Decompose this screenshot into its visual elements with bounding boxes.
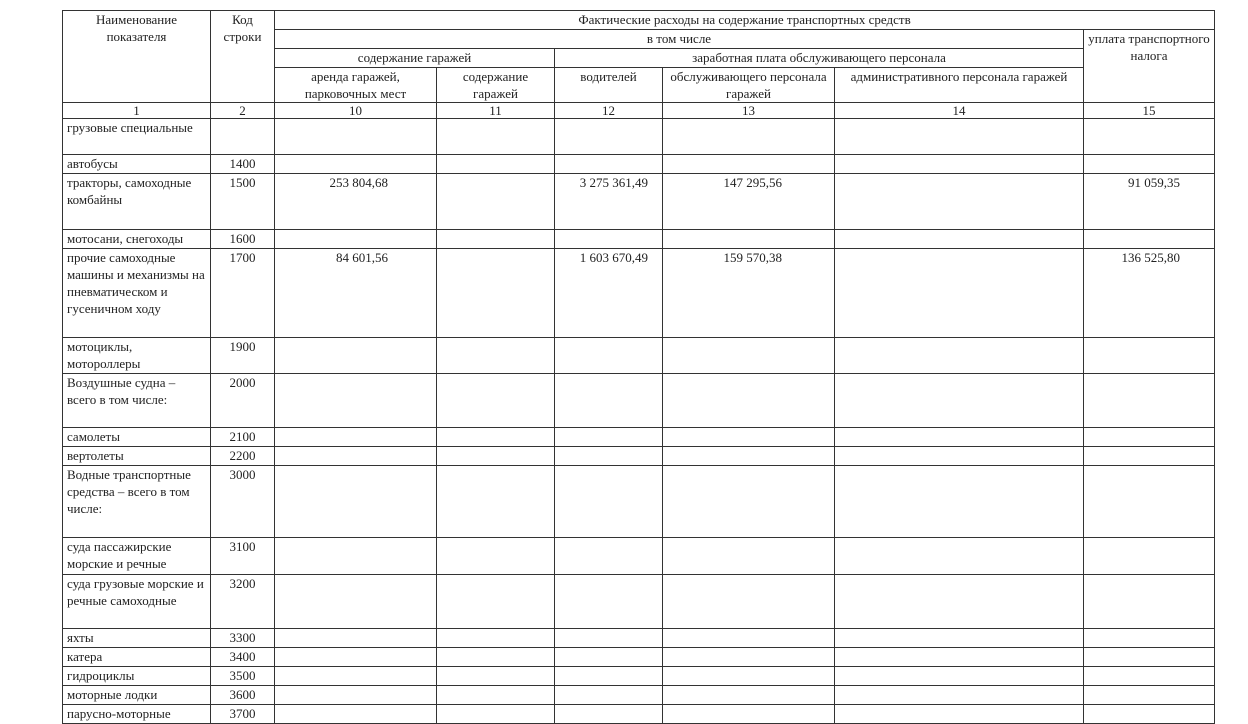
table-row	[63, 686, 1215, 705]
row-name-cell: автобусы	[63, 155, 211, 174]
row-code-cell: 3500	[211, 667, 275, 686]
header-admin-staff-column: административного персонала гаражей	[835, 68, 1084, 103]
value-cell-col15	[1084, 119, 1215, 155]
value-cell-col15	[1084, 648, 1215, 667]
value-cell-col12	[555, 230, 663, 249]
value-cell-col15	[1084, 155, 1215, 174]
value-cell-col15	[1084, 538, 1215, 575]
value-cell-col14	[835, 686, 1084, 705]
row-name-cell: тракторы, самоходные комбайны	[63, 174, 211, 230]
value-cell-col14	[835, 174, 1084, 230]
column-number: 12	[555, 103, 663, 119]
value-cell-col13	[663, 667, 835, 686]
value-cell-col13	[663, 648, 835, 667]
row-name-cell: яхты	[63, 629, 211, 648]
value-cell-col11	[437, 667, 555, 686]
table-row	[63, 667, 1215, 686]
header-in-total: в том числе	[275, 30, 1084, 49]
value-cell-col15	[1084, 428, 1215, 447]
value-cell-col12	[555, 705, 663, 724]
value-cell-col10	[275, 629, 437, 648]
value-cell-col14	[835, 705, 1084, 724]
row-name-cell: грузовые специальные	[63, 119, 211, 155]
row-name-cell: мотоциклы, мотороллеры	[63, 338, 211, 374]
value-cell-col10	[275, 374, 437, 428]
value-cell-col12	[555, 155, 663, 174]
value-cell-col13	[663, 575, 835, 629]
table-row	[63, 538, 1215, 575]
table-row	[63, 155, 1215, 174]
table-row	[63, 374, 1215, 428]
row-code-cell: 1700	[211, 249, 275, 338]
value-cell-col13	[663, 629, 835, 648]
value-cell-col11	[437, 155, 555, 174]
value-cell-col15	[1084, 629, 1215, 648]
value-cell-col12	[555, 686, 663, 705]
row-code-cell	[211, 119, 275, 155]
column-number: 14	[835, 103, 1084, 119]
value-cell-col14	[835, 249, 1084, 338]
value-cell-col15	[1084, 447, 1215, 466]
header-garage-upkeep-column: содержание гаражей	[437, 68, 555, 103]
row-code-cell: 3400	[211, 648, 275, 667]
value-cell-col14	[835, 629, 1084, 648]
value-cell-col11	[437, 575, 555, 629]
row-name-cell: самолеты	[63, 428, 211, 447]
table-row	[63, 249, 1215, 338]
value-cell-col10: 84 601,56	[275, 249, 437, 338]
value-cell-col12	[555, 575, 663, 629]
row-code-cell: 3200	[211, 575, 275, 629]
value-cell-col10	[275, 705, 437, 724]
value-cell-col10	[275, 428, 437, 447]
column-number: 13	[663, 103, 835, 119]
row-name-cell: катера	[63, 648, 211, 667]
row-name-cell: парусно-моторные	[63, 705, 211, 724]
row-name-cell: гидроциклы	[63, 667, 211, 686]
table-row	[63, 119, 1215, 155]
value-cell-col14	[835, 538, 1084, 575]
value-cell-col14	[835, 466, 1084, 538]
value-cell-col12	[555, 667, 663, 686]
value-cell-col13	[663, 338, 835, 374]
value-cell-col11	[437, 119, 555, 155]
value-cell-col13	[663, 538, 835, 575]
value-cell-col10	[275, 575, 437, 629]
value-cell-col10	[275, 155, 437, 174]
column-number: 1	[63, 103, 211, 119]
value-cell-col15	[1084, 374, 1215, 428]
value-cell-col12	[555, 338, 663, 374]
value-cell-col11	[437, 648, 555, 667]
table-row	[63, 648, 1215, 667]
value-cell-col11	[437, 338, 555, 374]
table-row	[63, 575, 1215, 629]
table-row	[63, 338, 1215, 374]
value-cell-col15: 91 059,35	[1084, 174, 1215, 230]
value-cell-col14	[835, 575, 1084, 629]
value-cell-col13	[663, 705, 835, 724]
value-cell-col13	[663, 428, 835, 447]
header-rent-column: аренда гаражей, парковочных мест	[275, 68, 437, 103]
value-cell-col15	[1084, 466, 1215, 538]
value-cell-col15	[1084, 338, 1215, 374]
header-service-staff-column: обслуживающего персонала гаражей	[663, 68, 835, 103]
value-cell-col14	[835, 119, 1084, 155]
value-cell-col15	[1084, 230, 1215, 249]
value-cell-col15	[1084, 575, 1215, 629]
value-cell-col12	[555, 538, 663, 575]
header-garages-group: содержание гаражей	[275, 49, 555, 68]
value-cell-col15	[1084, 705, 1215, 724]
value-cell-col12	[555, 374, 663, 428]
row-name-cell: прочие самоходные машины и механизмы на пневматическом и гусеничном ходу	[63, 249, 211, 338]
column-number: 2	[211, 103, 275, 119]
value-cell-col15: 136 525,80	[1084, 249, 1215, 338]
table-row	[63, 466, 1215, 538]
value-cell-col13	[663, 119, 835, 155]
value-cell-col14	[835, 648, 1084, 667]
value-cell-col12	[555, 447, 663, 466]
value-cell-col13: 147 295,56	[663, 174, 835, 230]
row-name-cell: суда грузовые морские и речные самоходные	[63, 575, 211, 629]
value-cell-col15	[1084, 686, 1215, 705]
value-cell-col10	[275, 119, 437, 155]
value-cell-col11	[437, 249, 555, 338]
row-code-cell: 3000	[211, 466, 275, 538]
value-cell-col13	[663, 466, 835, 538]
header-name-column: Наименование показателя	[63, 11, 211, 103]
row-name-cell: суда пассажирские морские и речные	[63, 538, 211, 575]
value-cell-col10	[275, 648, 437, 667]
value-cell-col12: 3 275 361,49	[555, 174, 663, 230]
column-number: 11	[437, 103, 555, 119]
table-row	[63, 428, 1215, 447]
value-cell-col12	[555, 428, 663, 447]
value-cell-col13: 159 570,38	[663, 249, 835, 338]
expenses-table	[62, 10, 1215, 724]
value-cell-col11	[437, 538, 555, 575]
table-body	[63, 119, 1215, 724]
row-name-cell: Воздушные судна – всего в том числе:	[63, 374, 211, 428]
value-cell-col13	[663, 230, 835, 249]
value-cell-col11	[437, 428, 555, 447]
row-name-cell: вертолеты	[63, 447, 211, 466]
row-code-cell: 3700	[211, 705, 275, 724]
value-cell-col13	[663, 155, 835, 174]
value-cell-col12	[555, 119, 663, 155]
row-name-cell: моторные лодки	[63, 686, 211, 705]
header-salary-group: заработная плата обслуживающего персонала	[555, 49, 1084, 68]
value-cell-col14	[835, 428, 1084, 447]
header-tax-column: уплата транспортного налога	[1084, 30, 1215, 103]
value-cell-col13	[663, 374, 835, 428]
value-cell-col10	[275, 230, 437, 249]
row-code-cell: 1600	[211, 230, 275, 249]
value-cell-col10	[275, 667, 437, 686]
value-cell-col14	[835, 230, 1084, 249]
value-cell-col15	[1084, 667, 1215, 686]
value-cell-col12: 1 603 670,49	[555, 249, 663, 338]
value-cell-col11	[437, 174, 555, 230]
column-number: 10	[275, 103, 437, 119]
row-code-cell: 3600	[211, 686, 275, 705]
table-row	[63, 447, 1215, 466]
row-code-cell: 1400	[211, 155, 275, 174]
value-cell-col10: 253 804,68	[275, 174, 437, 230]
value-cell-col11	[437, 705, 555, 724]
value-cell-col14	[835, 374, 1084, 428]
row-code-cell: 1900	[211, 338, 275, 374]
value-cell-col12	[555, 629, 663, 648]
value-cell-col13	[663, 686, 835, 705]
row-code-cell: 1500	[211, 174, 275, 230]
column-number: 15	[1084, 103, 1215, 119]
value-cell-col14	[835, 447, 1084, 466]
value-cell-col11	[437, 374, 555, 428]
value-cell-col13	[663, 447, 835, 466]
value-cell-col12	[555, 648, 663, 667]
value-cell-col11	[437, 230, 555, 249]
value-cell-col10	[275, 447, 437, 466]
header-drivers-column: водителей	[555, 68, 663, 103]
header-expenses-title: Фактические расходы на содержание транспортных средств	[275, 11, 1215, 30]
value-cell-col11	[437, 686, 555, 705]
value-cell-col14	[835, 338, 1084, 374]
row-name-cell: Водные транспортные средства – всего в том числе:	[63, 466, 211, 538]
value-cell-col10	[275, 686, 437, 705]
table-row	[63, 629, 1215, 648]
row-code-cell: 2200	[211, 447, 275, 466]
column-numbers-row	[63, 103, 1215, 119]
value-cell-col12	[555, 466, 663, 538]
table-row	[63, 705, 1215, 724]
row-name-cell: мотосани, снегоходы	[63, 230, 211, 249]
value-cell-col14	[835, 667, 1084, 686]
value-cell-col10	[275, 338, 437, 374]
table-header	[63, 11, 1215, 119]
row-code-cell: 3300	[211, 629, 275, 648]
value-cell-col10	[275, 538, 437, 575]
table-row	[63, 230, 1215, 249]
row-code-cell: 2000	[211, 374, 275, 428]
header-code-column: Код строки	[211, 11, 275, 103]
table-row	[63, 174, 1215, 230]
value-cell-col11	[437, 466, 555, 538]
row-code-cell: 3100	[211, 538, 275, 575]
value-cell-col10	[275, 466, 437, 538]
value-cell-col14	[835, 155, 1084, 174]
value-cell-col11	[437, 629, 555, 648]
value-cell-col11	[437, 447, 555, 466]
row-code-cell: 2100	[211, 428, 275, 447]
